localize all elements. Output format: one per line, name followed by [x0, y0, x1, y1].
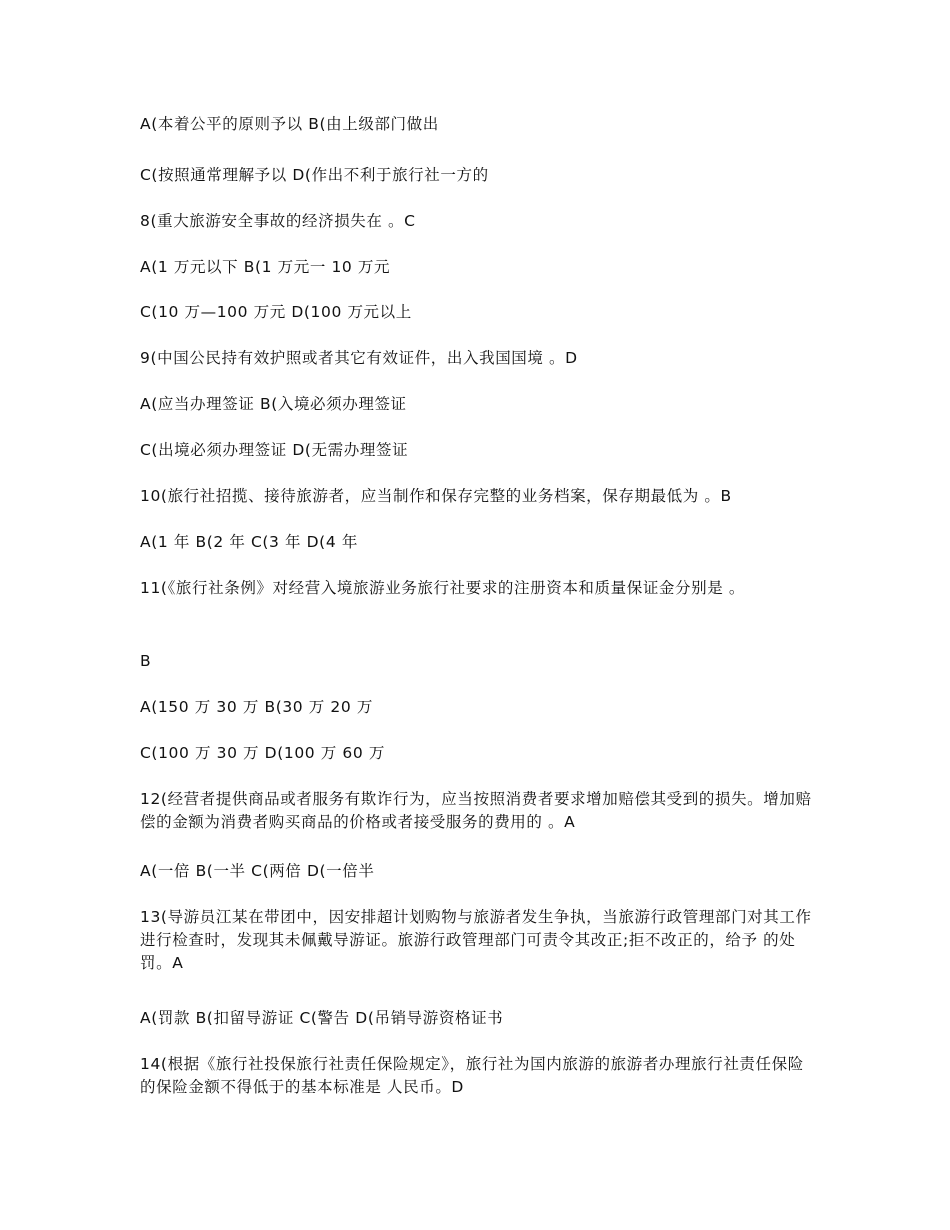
question-8: 8(重大旅游安全事故的经济损失在 。C	[140, 212, 416, 230]
text-line-4: A(1 万元以下 B(1 万元一 10 万元	[140, 258, 391, 276]
question-14: 14(根据《旅行社投保旅行社责任保险规定》，旅行社为国内旅游的旅游者办理旅行社责任保险的保险金额不得低于的基本标准是 人民币。D	[140, 1055, 804, 1096]
question-13: 13(导游员江某在带团中，因安排超计划购物与旅游者发生争执，当旅游行政管理部门对其工作进行检查时，发现其未佩戴导游证。旅游行政管理部门可责令其改正;拒不改正的，给予 的处罚。A	[140, 908, 812, 972]
text-line-12: B	[140, 652, 152, 670]
question-11: 11(《旅行社条例》对经营入境旅游业务旅行社要求的注册资本和质量保证金分别是 。	[140, 579, 745, 597]
text-line-13: A(150 万 30 万 B(30 万 20 万	[140, 698, 373, 716]
text-line-8: C(出境必须办理签证 D(无需办理签证	[140, 441, 409, 459]
question-9: 9(中国公民持有效护照或者其它有效证件，出入我国国境 。D	[140, 349, 578, 367]
text-line-16: A(一倍 B(一半 C(两倍 D(一倍半	[140, 862, 375, 880]
text-line-18: A(罚款 B(扣留导游证 C(警告 D(吊销导游资格证书	[140, 1009, 504, 1027]
text-line-1: A(本着公平的原则予以 B(由上级部门做出	[140, 115, 439, 133]
text-line-10: A(1 年 B(2 年 C(3 年 D(4 年	[140, 533, 358, 551]
text-line-5: C(10 万—100 万元 D(100 万元以上	[140, 303, 412, 321]
text-line-2: C(按照通常理解予以 D(作出不利于旅行社一方的	[140, 166, 489, 184]
question-12: 12(经营者提供商品或者服务有欺诈行为，应当按照消费者要求增加赔偿其受到的损失。增加赔偿的金额为消费者购买商品的价格或者接受服务的费用的 。A	[140, 790, 812, 831]
text-line-14: C(100 万 30 万 D(100 万 60 万	[140, 744, 385, 762]
question-10: 10(旅行社招揽、接待旅游者，应当制作和保存完整的业务档案，保存期最低为 。B	[140, 487, 732, 505]
text-line-7: A(应当办理签证 B(入境必须办理签证	[140, 395, 407, 413]
